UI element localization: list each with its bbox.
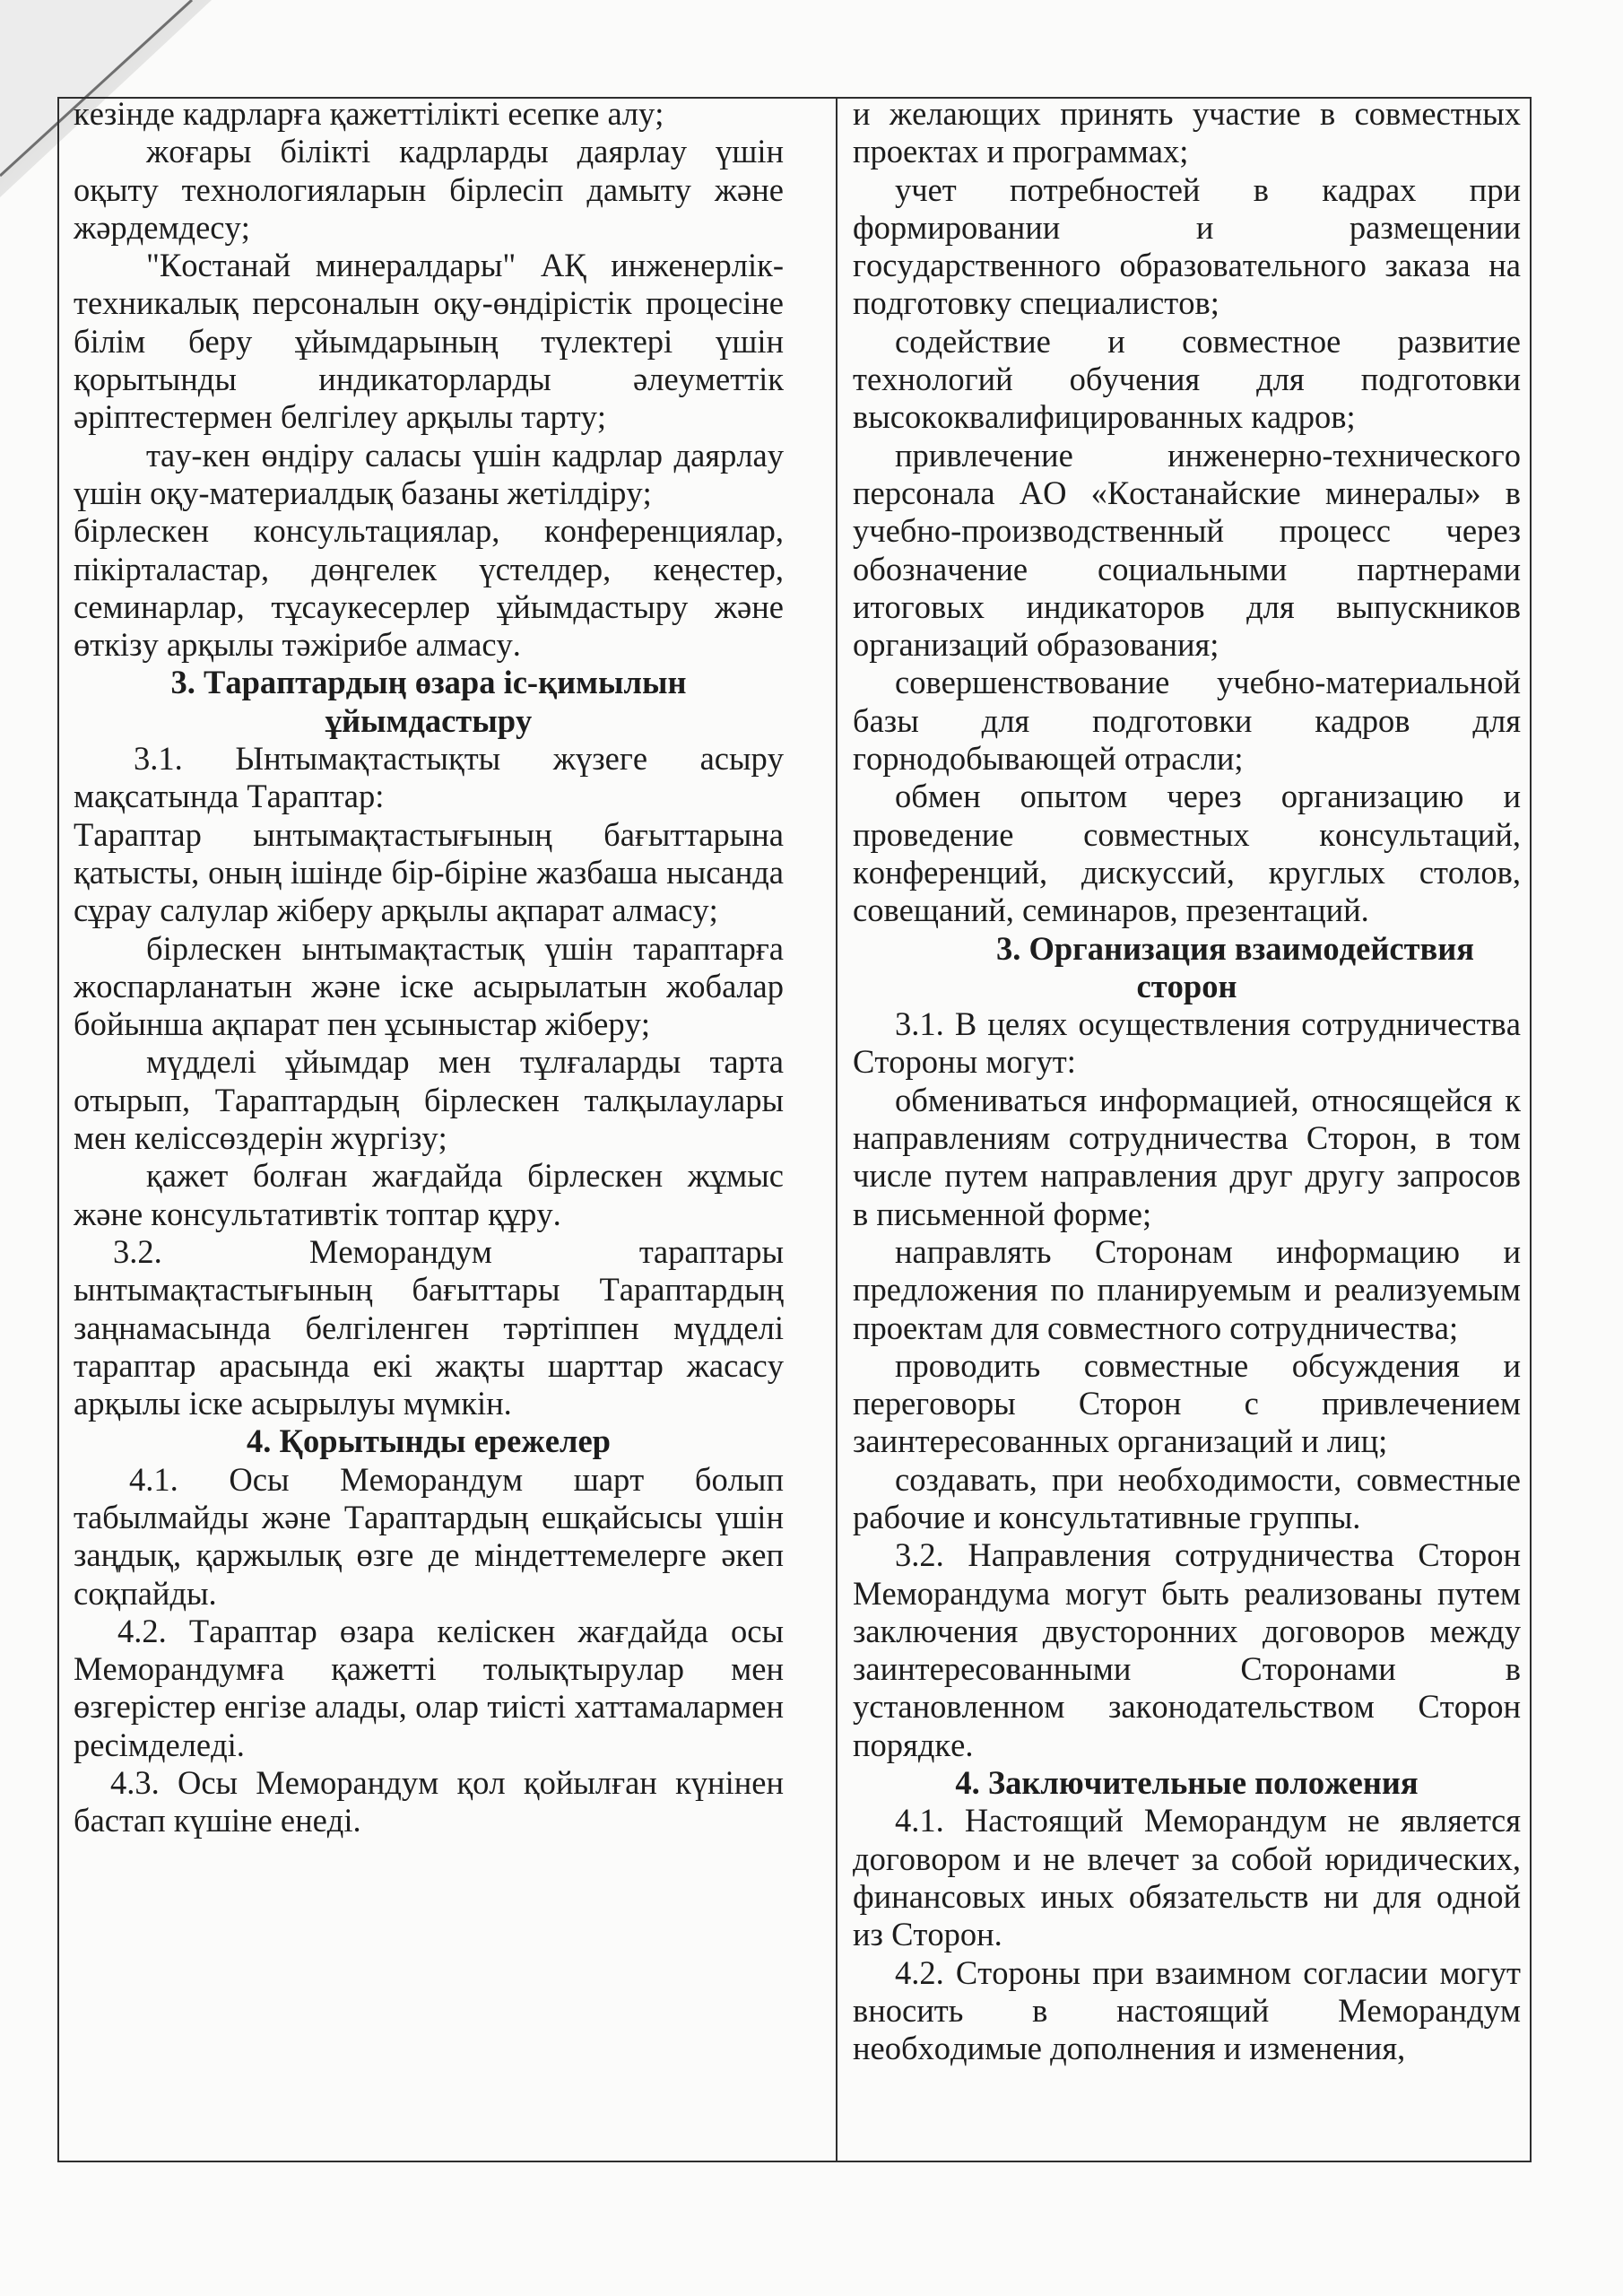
russian-column [853,95,1521,2067]
kk-clause-item: Тараптар ынтымақтастығының бағыттарына қатысты, оның ішінде бір-біріне жазбаша нысанда сұрау салулар жіберу арқылы ақпарат алмасу; [74,815,784,929]
ru-section-3-heading: 3. Организация взаимодействия сторон [995,929,1474,1004]
kk-clause-item: бірлескен ынтымақтастық үшін тараптарға жоспарланатын және іске асырылатын жобалар бойынша ақпарат пен ұсыныстар жіберу; [74,929,784,1043]
kk-clause-3-1: 3.1. Ынтымақтастықты жүзеге асыру мақсатында Тараптар: [74,740,784,815]
kk-clause-4-2: 4.2. Тараптар өзара келіскен жағдайда осы Меморандумға қажетті толықтырулар мен өзгерістер енгізе алады, олар тиісті хаттамалармен ресімделеді. [74,1612,784,1763]
ru-clause-4-2: 4.2. Стороны при взаимном согласии могут вносить в настоящий Меморандум необходимые дополнения и изменения, [853,1953,1521,2067]
kk-intro-paragraph: кезінде кадрларға қажеттілікті есепке алу; [74,95,664,132]
kk-section-3-heading: 3. Тараптардың өзара іс-қимылын ұйымдастыру [170,664,687,739]
ru-intro-paragraph: учет потребностей в кадрах при формировании и размещении государственного образовательного заказа на подготовку специалистов; [853,170,1521,322]
kk-intro-paragraph: бірлескен консультациялар, конференциялар, пікірталастар, дөңгелек үстелдер, кеңестер, семинарлар, тұсаукесерлер ұйымдастыру және өткізу арқылы тәжірибе алмасу. [74,512,784,664]
kk-intro-paragraph: тау-кен өндіру саласы үшін кадрлар даярлау үшін оқу-материалдық базаны жетілдіру; [74,436,784,511]
kk-clause-item: мүдделі ұйымдар мен тұлғаларды тарта отырып, Тараптардың бірлескен талқылаулары мен келіссөздерін жүргізу; [74,1043,784,1157]
kazakh-column [74,95,784,1840]
kk-intro-paragraph: жоғары білікті кадрларды даярлау үшін оқыту технологияларын бірлесіп дамыту және жәрдемдесу; [74,133,784,246]
ru-section-4-heading: 4. Заключительные положения [955,1764,1419,1802]
ru-clause-item: создавать, при необходимости, совместные рабочие и консультативные группы. [853,1460,1521,1535]
ru-intro-paragraph: совершенствование учебно-материальной базы для подготовки кадров для горнодобывающей отрасли; [853,664,1521,778]
kk-clause-4-1: 4.1. Осы Меморандум шарт болып табылмайды және Тараптардың ешқайсысы үшін заңдық, қаржылық өзге де міндеттемелерге әкеп соқпайды. [74,1460,784,1612]
ru-intro-paragraph: содействие и совместное развитие технологий обучения для подготовки высококвалифицированных кадров; [853,322,1521,436]
ru-clause-3-2: 3.2. Направления сотрудничества Сторон Меморандума могут быть реализованы путем заключения двусторонних договоров между заинтересованными Сторонами в установленном законодательством Сторон порядке. [853,1536,1521,1763]
kk-clause-4-3: 4.3. Осы Меморандум қол қойылған күнінен бастап күшіне енеді. [74,1764,784,1839]
column-divider [836,97,838,2162]
ru-clause-3-1: 3.1. В целях осуществления сотрудничества Стороны могут: [853,1005,1521,1081]
ru-intro-paragraph: привлечение инженерно-технического персонала АО «Костанайские минералы» в учебно-производственный процесс через обозначение социальными партнерами итоговых индикаторов для выпускников организаций образования; [853,436,1521,664]
ru-intro-paragraph: и желающих принять участие в совместных проектах и программах; [853,95,1521,170]
kk-section-4-heading: 4. Қорытынды ережелер [247,1422,611,1460]
ru-clause-4-1: 4.1. Настоящий Меморандум не является договором и не влечет за собой юридических, финансовых иных обязательств ни для одной из Сторон. [853,1802,1521,1953]
kk-clause-item: қажет болған жағдайда бірлескен жұмыс және консультативтік топтар құру. [74,1157,784,1232]
ru-clause-item: направлять Сторонам информацию и предложения по планируемым и реализуемым проектам для совместного сотрудничества; [853,1232,1521,1346]
ru-intro-paragraph: обмен опытом через организацию и проведение совместных консультаций, конференций, дискуссий, круглых столов, совещаний, семинаров, презентаций. [853,778,1521,929]
ru-clause-item: обмениваться информацией, относящейся к направлениям сотрудничества Сторон, в том числе путем направления друг другу запросов в письменной форме; [853,1081,1521,1232]
ru-clause-item: проводить совместные обсуждения и переговоры Сторон с привлечением заинтересованных организаций и лиц; [853,1346,1521,1460]
kk-clause-3-2: 3.2. Меморандум тараптары ынтымақтастығының бағыттары Тараптардың заңнамасында белгіленген тәртіппен мүдделі тараптар арасында екі жақты шарттар жасасу арқылы іске асырылуы мүмкін. [74,1232,784,1422]
kk-intro-paragraph: "Костанай минералдары" АҚ инженерлік-техникалық персоналын оқу-өндірістік процесіне білім беру ұйымдарының түлектері үшін қорытынды индикаторларды әлеуметтік әріптестермен белгілеу арқылы тарту; [74,247,784,436]
